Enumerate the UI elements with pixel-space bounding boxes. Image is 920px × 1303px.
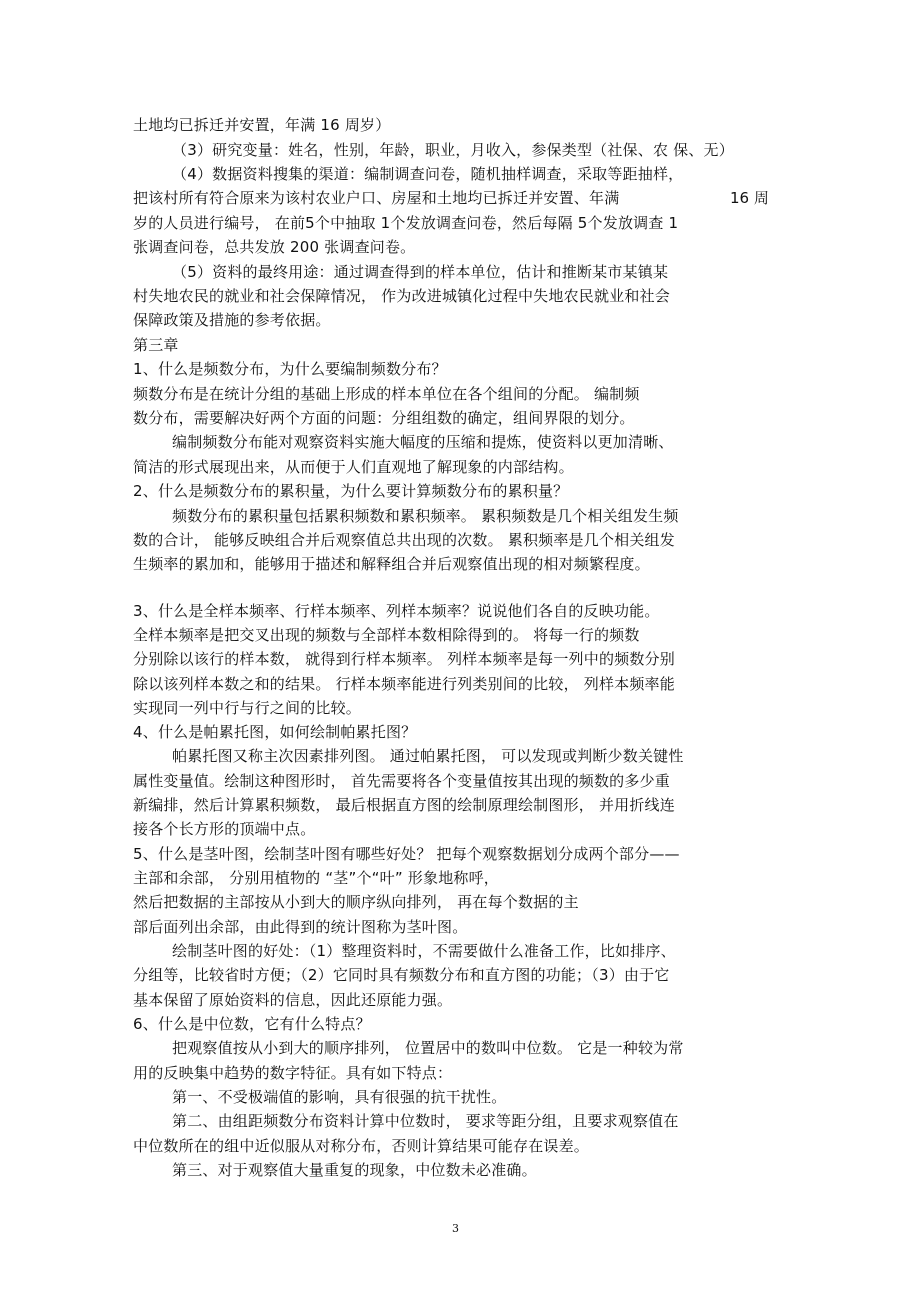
- text-line: 属性变量值。绘制这种图形时， 首先需要将各个变量值按其出现的频数的多少重: [133, 772, 670, 790]
- text-line: 分组等，比较省时方便；（2）它同时具有频数分布和直方图的功能；（3）由于它: [133, 966, 670, 984]
- text-line: 分别除以该行的样本数， 就得到行样本频率。 列样本频率是每一列中的频数分别: [133, 650, 675, 668]
- text-line: 新编排，然后计算累积频数， 最后根据直方图的绘制原理绘制图形， 并用折线连: [133, 796, 675, 814]
- text-line: （4）数据资料搜集的渠道：编制调查问卷，随机抽样调查，采取等距抽样，: [172, 165, 684, 183]
- question-heading: 2、什么是频数分布的累积量，为什么要计算频数分布的累积量？: [133, 482, 569, 500]
- text-line: 生频率的累加和，能够用于描述和解释组合并后观察值出现的相对频繁程度。: [133, 555, 650, 573]
- text-line: 第三、对于观察值大量重复的现象，中位数未必准确。: [172, 1161, 537, 1179]
- text-line: （3）研究变量：姓名，性别，年龄，职业，月收入，参保类型（社保、农 保、无）: [172, 141, 734, 159]
- text-line: 频数分布的累积量包括累积频数和累积频率。 累积频数是几个相关组发生频: [172, 507, 679, 525]
- question-heading: 6、什么是中位数，它有什么特点？: [133, 1015, 371, 1033]
- text-line: 除以该列样本数之和的结果。 行样本频率能进行列类别间的比较， 列样本频率能: [133, 675, 675, 693]
- text-line: （5）资料的最终用途：通过调查得到的样本单位，估计和推断某市某镇某: [172, 263, 669, 281]
- text-line: 土地均已拆迁并安置，年满 16 周岁）: [133, 116, 391, 134]
- text-line: 绘制茎叶图的好处：（1）整理资料时，不需要做什么准备工作，比如排序、: [172, 942, 676, 960]
- text-line: 保障政策及措施的参考依据。: [133, 311, 331, 329]
- text-line: 村失地农民的就业和社会保障情况， 作为改进城镇化过程中失地农民就业和社会: [133, 287, 670, 305]
- text-line: 全样本频率是把交叉出现的频数与全部样本数相除得到的。 将每一行的频数: [133, 626, 640, 644]
- text-line: 第一、不受极端值的影响，具有很强的抗干扰性。: [172, 1088, 507, 1106]
- question-heading: 5、什么是茎叶图，绘制茎叶图有哪些好处？ 把每个观察数据划分成两个部分——: [133, 845, 680, 863]
- page-number: 3: [452, 1222, 459, 1235]
- text-line: 中位数所在的组中近似服从对称分布，否则计算结果可能存在误差。: [133, 1137, 590, 1155]
- text-line: 频数分布是在统计分组的基础上形成的样本单位在各个组间的分配。 编制频: [133, 385, 640, 403]
- text-line: 张调查问卷，总共发放 200 张调查问卷。: [133, 238, 416, 256]
- text-line: 把该村所有符合原来为该村农业户口、房屋和土地均已拆迁并安置、年满: [133, 189, 620, 207]
- question-heading: 4、什么是帕累托图，如何绘制帕累托图？: [133, 723, 417, 741]
- question-heading: 1、什么是频数分布，为什么要编制频数分布？: [133, 360, 447, 378]
- text-line: 简洁的形式展现出来，从而便于人们直观地了解现象的内部结构。: [133, 458, 574, 476]
- text-line: 把观察值按从小到大的顺序排列， 位置居中的数叫中位数。 它是一种较为常: [172, 1039, 684, 1057]
- text-line: 接各个长方形的顶端中点。: [133, 820, 316, 838]
- question-heading: 3、什么是全样本频率、行样本频率、列样本频率？说说他们各自的反映功能。: [133, 602, 660, 620]
- text-line: 第二、由组距频数分布资料计算中位数时， 要求等距分组，且要求观察值在: [172, 1112, 679, 1130]
- text-fragment: 16 周: [730, 189, 769, 207]
- text-line: 岁的人员进行编号， 在前5个中抽取 1个发放调查问卷，然后每隔 5个发放调查 1: [133, 214, 679, 232]
- chapter-heading: 第三章: [133, 336, 179, 354]
- text-line: 基本保留了原始资料的信息，因此还原能力强。: [133, 991, 453, 1009]
- text-line: 编制频数分布能对观察资料实施大幅度的压缩和提炼，使资料以更加清晰、: [172, 433, 674, 451]
- text-line: 主部和余部， 分别用植物的 “茎”个“叶” 形象地称呼，: [133, 869, 499, 887]
- text-line: 然后把数据的主部按从小到大的顺序纵向排列， 再在每个数据的主: [133, 893, 579, 911]
- text-line: 实现同一列中行与行之间的比较。: [133, 699, 362, 717]
- text-line: 用的反映集中趋势的数字特征。具有如下特点：: [133, 1064, 453, 1082]
- text-line: 帕累托图又称主次因素排列图。 通过帕累托图， 可以发现或判断少数关键性: [172, 747, 684, 765]
- text-line: 部后面列出余部，由此得到的统计图称为茎叶图。: [133, 918, 468, 936]
- text-line: 数分布，需要解决好两个方面的问题：分组组数的确定，组间界限的划分。: [133, 409, 635, 427]
- text-line: 数的合计， 能够反映组合并后观察值总共出现的次数。 累积频率是几个相关组发: [133, 531, 675, 549]
